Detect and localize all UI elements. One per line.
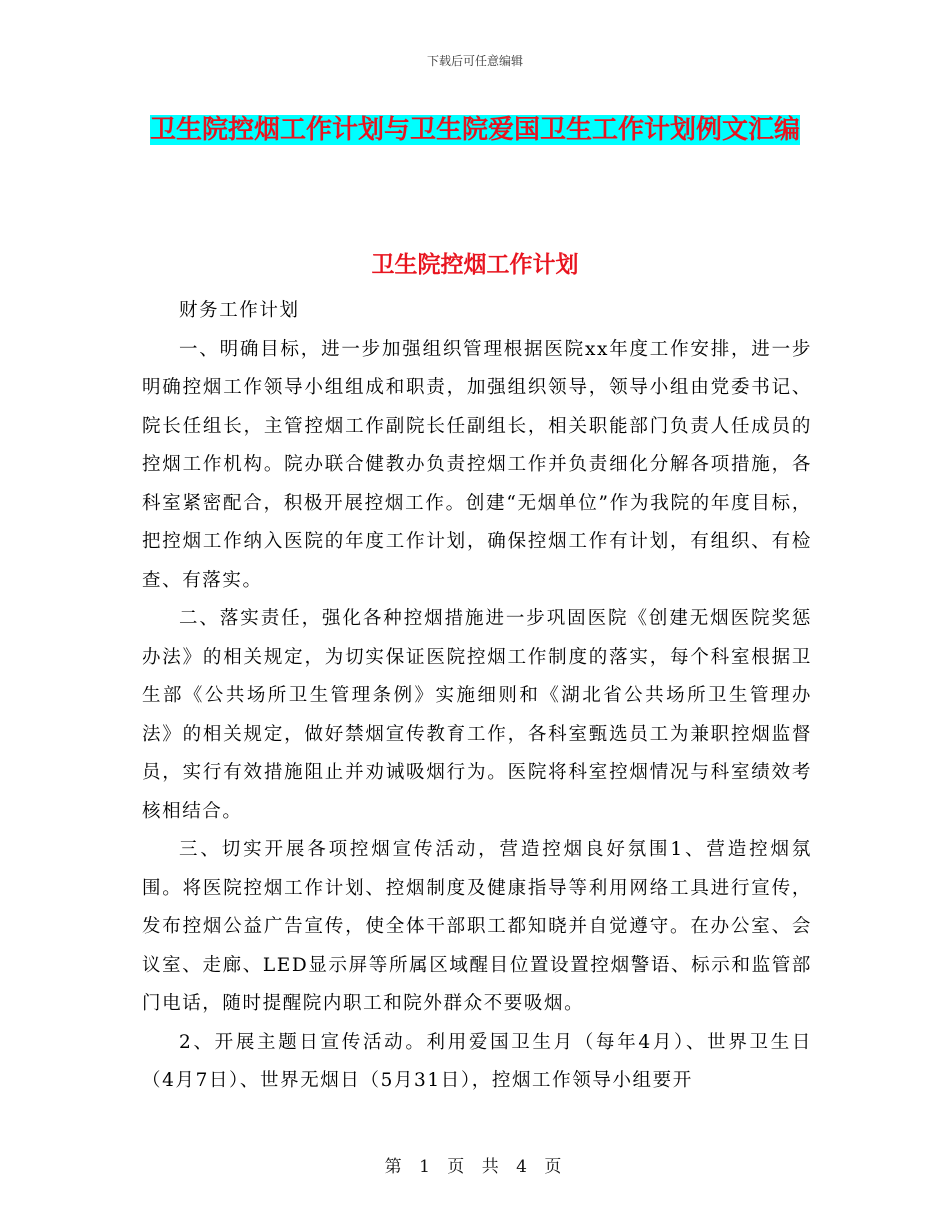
paragraph: 2、开展主题日宣传活动。利用爱国卫生月（每年4月）、世界卫生日（4月7日）、世界无烟日（5月31日），控烟工作领导小组要开 xyxy=(142,1031,812,1091)
footer-page-number: 1 xyxy=(419,1157,434,1177)
footer-prefix: 第 xyxy=(384,1157,406,1177)
document-title-text: 卫生院控烟工作计划与卫生院爱国卫生工作计划例文汇编 xyxy=(149,115,800,145)
footer-mid: 页 xyxy=(447,1157,469,1177)
footer-total-pages: 4 xyxy=(516,1157,531,1177)
page-footer xyxy=(0,1152,950,1177)
paragraph: 二、落实责任，强化各种控烟措施进一步巩固医院《创建无烟医院奖惩办法》的相关规定，为切实保证医院控烟工作制度的落实，每个科室根据卫生部《公共场所卫生管理条例》实施细则和《湖北省公共场所卫生管理办法》的相关规定，做好禁烟宣传教育工作，各科室甄选员工为兼职控烟监督员，实行有效措施阻止并劝诫吸烟行为。医院将科室控烟情况与科室绩效考核相结合。 xyxy=(142,608,812,822)
section-title: 卫生院控烟工作计划 xyxy=(371,252,579,278)
paragraph: 三、切实开展各项控烟宣传活动，营造控烟良好氛围1、营造控烟氛围。将医院控烟工作计划、控烟制度及健康指导等利用网络工具进行宣传，发布控烟公益广告宣传，使全体干部职工都知晓并自觉遵守。在办公室、会议室、走廊、LED显示屏等所属区域醒目位置设置控烟警语、标示和监管部门电话，随时提醒院内职工和院外群众不要吸烟。 xyxy=(142,839,812,1014)
paragraph: 一、明确目标，进一步加强组织管理根据医院xx年度工作安排，进一步明确控烟工作领导小组组成和职责，加强组织领导，领导小组由党委书记、院长任组长，主管控烟工作副院长任副组长，相关职能部门负责人任成员的控烟工作机构。院办联合健教办负责控烟工作并负责细化分解各项措施，各科室紧密配合，积极开展控烟工作。创建“无烟单位”作为我院的年度目标，把控烟工作纳入医院的年度工作计划，确保控烟工作有计划，有组织、有检查、有落实。 xyxy=(142,338,812,591)
footer-suffix: 页 xyxy=(544,1157,566,1177)
paragraph: 财务工作计划 xyxy=(179,300,300,321)
document-body xyxy=(142,292,812,1101)
document-title xyxy=(130,107,820,154)
footer-mid2: 共 xyxy=(481,1157,503,1177)
header-note: 下载后可任意编辑 xyxy=(426,54,523,68)
